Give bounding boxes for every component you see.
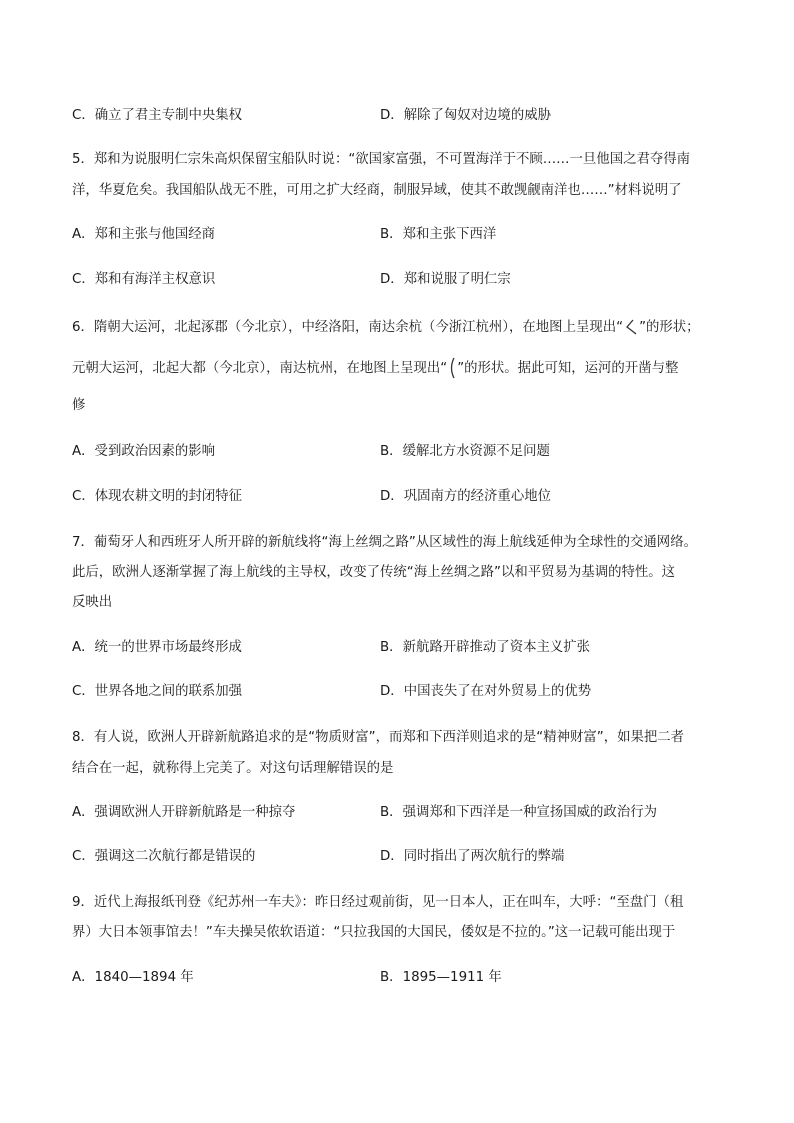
q5-option-a: A．郑和主张与他国经商 xyxy=(72,227,216,242)
q7-option-d: D．中国丧失了在对外贸易上的优势 xyxy=(380,684,592,699)
canal-shape-yuan-icon xyxy=(447,357,457,379)
q6-option-c: C．体现农耕文明的封闭特征 xyxy=(72,489,243,504)
q8-stem-line-1: 8．有人说，欧洲人开辟新航路追求的是“物质财富”，而郑和下西洋则追求的是“精神财富”，如果把二者 xyxy=(72,730,685,745)
q8-option-b: B．强调郑和下西洋是一种宣扬国威的政治行为 xyxy=(380,805,657,820)
q4-option-c: C．确立了君主专制中央集权 xyxy=(72,108,243,123)
q6-option-d: D．巩固南方的经济重心地位 xyxy=(380,489,551,504)
q6-line2-text-before: 元朝大运河，北起大都（今北京），南达杭州，在地图上呈现出“ xyxy=(72,361,448,376)
q9-option-a: A．1840—1894 年 xyxy=(72,970,194,985)
q8-stem-line-2: 结合在一起，就称得上完美了。对这句话理解错误的是 xyxy=(72,761,394,776)
q7-option-a: A．统一的世界市场最终形成 xyxy=(72,640,242,655)
canal-shape-sui-icon xyxy=(623,318,639,336)
q5-option-b: B．郑和主张下西洋 xyxy=(380,227,497,242)
q5-stem-line-2: 洋，华夏危矣。我国船队战无不胜，可用之扩大经商，制服异域，使其不敢觊觎南洋也……”材料说明了 xyxy=(72,183,682,198)
q6-option-b: B．缓解北方水资源不足问题 xyxy=(380,444,550,459)
q9-stem-line-2: 界）大日本领事馆去！”车夫操吴侬软语道：“只拉我国的大国民，倭奴是不拉的。”这一记载可能出现于 xyxy=(72,925,676,940)
q6-option-a: A．受到政治因素的影响 xyxy=(72,444,216,459)
q7-option-c: C．世界各地之间的联系加强 xyxy=(72,684,243,699)
q5-stem-line-1: 5．郑和为说服明仁宗朱高炽保留宝船队时说：“欲国家富强，不可置海洋于不顾……一旦他国之君夺得南 xyxy=(72,152,691,167)
q8-option-c: C．强调这二次航行都是错误的 xyxy=(72,849,256,864)
q4-option-d: D．解除了匈奴对边境的威胁 xyxy=(380,108,551,123)
q8-option-d: D．同时指出了两次航行的弊端 xyxy=(380,849,565,864)
q7-stem-line-1: 7．葡萄牙人和西班牙人所开辟的新航线将“海上丝绸之路”从区域性的海上航线延伸为全球性的交通网络。 xyxy=(72,535,697,550)
q5-option-c: C．郑和有海洋主权意识 xyxy=(72,272,216,287)
q8-option-a: A．强调欧洲人开辟新航路是一种掠夺 xyxy=(72,805,296,820)
q7-stem-line-2: 此后，欧洲人逐渐掌握了海上航线的主导权，改变了传统“海上丝绸之路”以和平贸易为基调的特性。这 xyxy=(72,565,676,580)
q6-stem-line-3: 修 xyxy=(72,398,86,413)
q6-line1-text-before: 6．隋朝大运河，北起涿郡（今北京），中经洛阳，南达余杭（今浙江杭州），在地图上呈现出“ xyxy=(72,320,624,335)
q6-stem-line-2 xyxy=(72,357,678,379)
q6-line2-text-after: ”的形状。据此可知，运河的开凿与整 xyxy=(457,361,679,376)
q7-option-b: B．新航路开辟推动了资本主义扩张 xyxy=(380,640,591,655)
q9-stem-line-1: 9．近代上海报纸刊登《纪苏州一车夫》：昨日经过观前街，见一日本人，正在叫车，大呼：“至盘门（租 xyxy=(72,895,684,910)
q9-option-b: B．1895—1911 年 xyxy=(380,970,502,985)
q6-stem-line-1 xyxy=(72,316,700,336)
q5-option-d: D．郑和说服了明仁宗 xyxy=(380,272,511,287)
q6-line1-text-after: ”的形状； xyxy=(639,320,700,335)
q7-stem-line-3: 反映出 xyxy=(72,595,113,610)
